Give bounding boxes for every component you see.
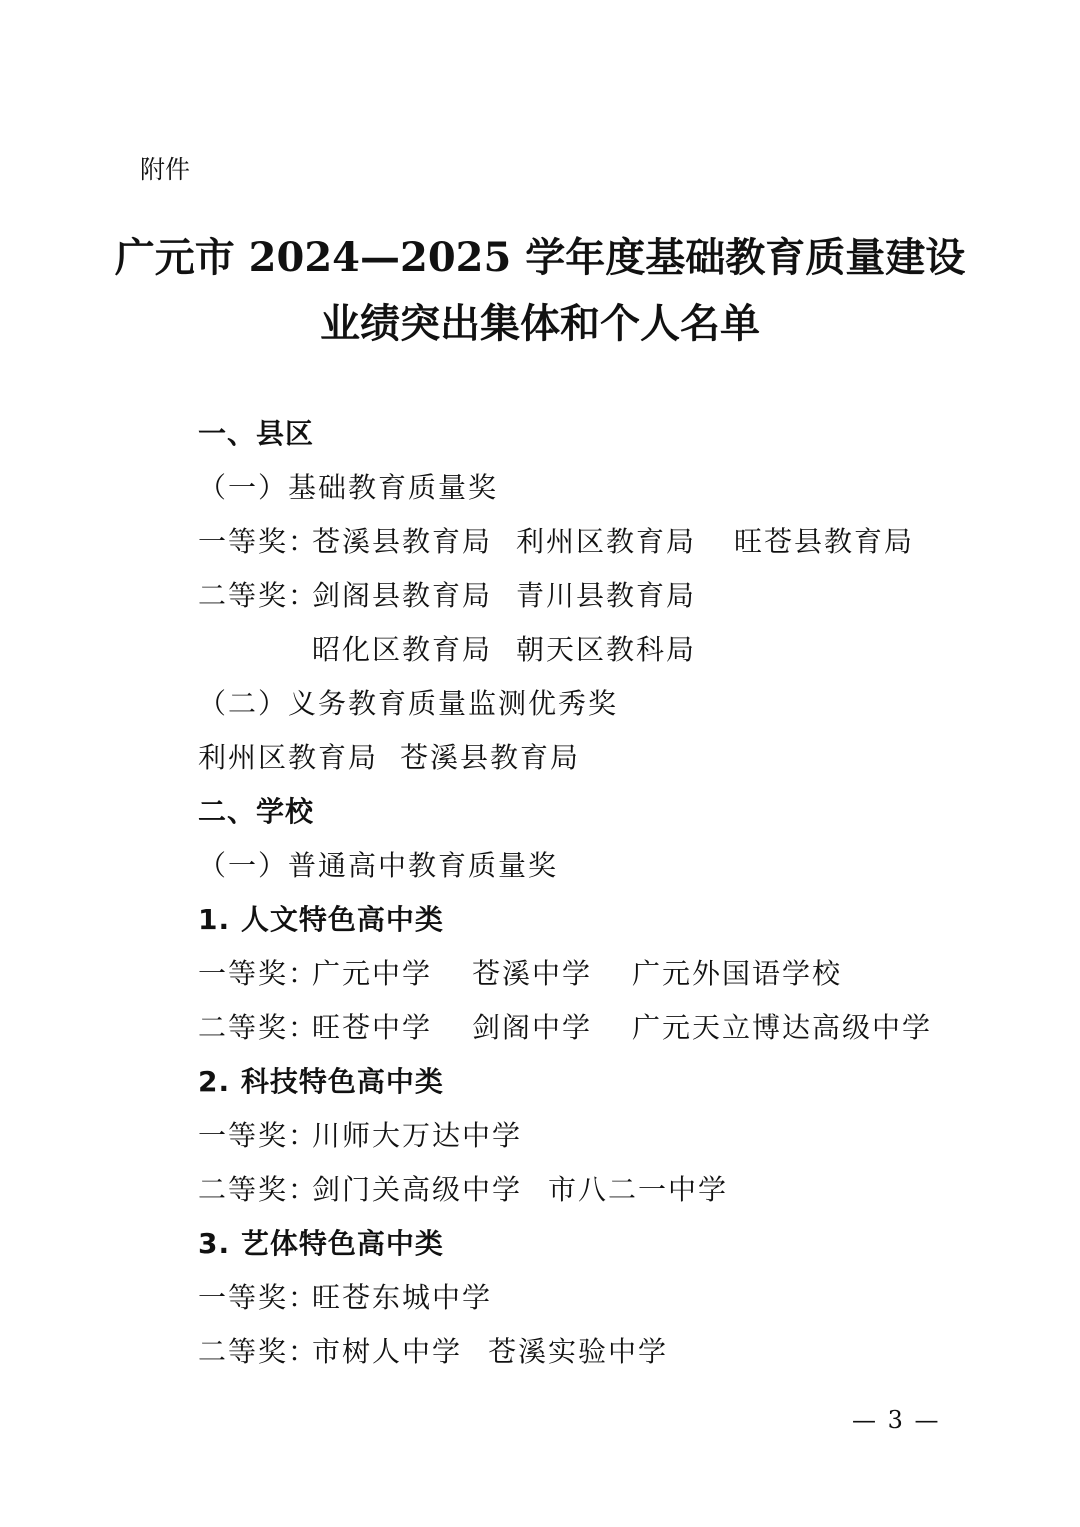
- award-label: 一等奖：: [198, 1119, 319, 1152]
- category-heading-humanities: 1. 人文特色高中类: [198, 903, 444, 936]
- awardee: 旺苍中学: [312, 1011, 433, 1044]
- awardee: 青川县教育局: [516, 579, 697, 612]
- award-row-first-prize: [198, 1278, 493, 1318]
- attachment-label: 附件: [140, 155, 191, 184]
- awardee: 朝天区教科局: [516, 633, 697, 666]
- award-label: 一等奖：: [198, 957, 319, 990]
- awardee: 广元天立博达高级中学: [632, 1011, 933, 1044]
- awardee: 剑阁县教育局: [312, 579, 493, 612]
- awardee: 苍溪县教育局: [312, 525, 493, 558]
- awardee: 广元中学: [312, 957, 433, 990]
- award-row-second-prize: [198, 1170, 729, 1210]
- awardee: 剑门关高级中学: [312, 1173, 523, 1206]
- awardee: 旺苍东城中学: [312, 1281, 493, 1314]
- awardee: 剑阁中学: [472, 1011, 593, 1044]
- awardee: 苍溪实验中学: [488, 1335, 669, 1368]
- award-row-first-prize: [198, 954, 843, 994]
- award-row-second-prize: [198, 576, 697, 616]
- award-label: 一等奖：: [198, 525, 319, 558]
- subsection-heading-basic-education-award: （一）基础教育质量奖: [198, 471, 499, 504]
- awardee: 苍溪县教育局: [400, 741, 581, 774]
- awardee: 市树人中学: [312, 1335, 463, 1368]
- awardee: 市八二一中学: [548, 1173, 729, 1206]
- award-label: 二等奖：: [198, 579, 319, 612]
- award-row-first-prize: [198, 1116, 523, 1156]
- award-label: 二等奖：: [198, 1173, 319, 1206]
- category-heading-arts-sports: 3. 艺体特色高中类: [198, 1227, 444, 1260]
- awardee: 旺苍县教育局: [734, 525, 915, 558]
- document-title-line-1: 广元市 2024—2025 学年度基础教育质量建设: [114, 234, 966, 281]
- award-label: 二等奖：: [198, 1335, 319, 1368]
- category-heading-science: 2. 科技特色高中类: [198, 1065, 444, 1098]
- subsection-heading-high-school-award: （一）普通高中教育质量奖: [198, 849, 559, 882]
- awardee: 广元外国语学校: [632, 957, 843, 990]
- awardee: 昭化区教育局: [312, 633, 493, 666]
- award-label: 一等奖：: [198, 1281, 319, 1314]
- award-row-second-prize: [198, 1332, 669, 1372]
- subsection-heading-compulsory-education-award: （二）义务教育质量监测优秀奖: [198, 687, 619, 720]
- awardee: 利州区教育局: [198, 741, 379, 774]
- document-title-line-2: 业绩突出集体和个人名单: [320, 300, 760, 347]
- page-number: — 3 —: [852, 1406, 941, 1434]
- award-row-first-prize: [198, 522, 915, 562]
- award-row-second-prize: [198, 1008, 933, 1048]
- awardee: 利州区教育局: [516, 525, 697, 558]
- award-label: 二等奖：: [198, 1011, 319, 1044]
- section-heading-counties: 一、县区: [198, 417, 315, 450]
- awardee: 苍溪中学: [472, 957, 593, 990]
- section-heading-schools: 二、学校: [198, 795, 315, 828]
- awardee: 川师大万达中学: [312, 1119, 523, 1152]
